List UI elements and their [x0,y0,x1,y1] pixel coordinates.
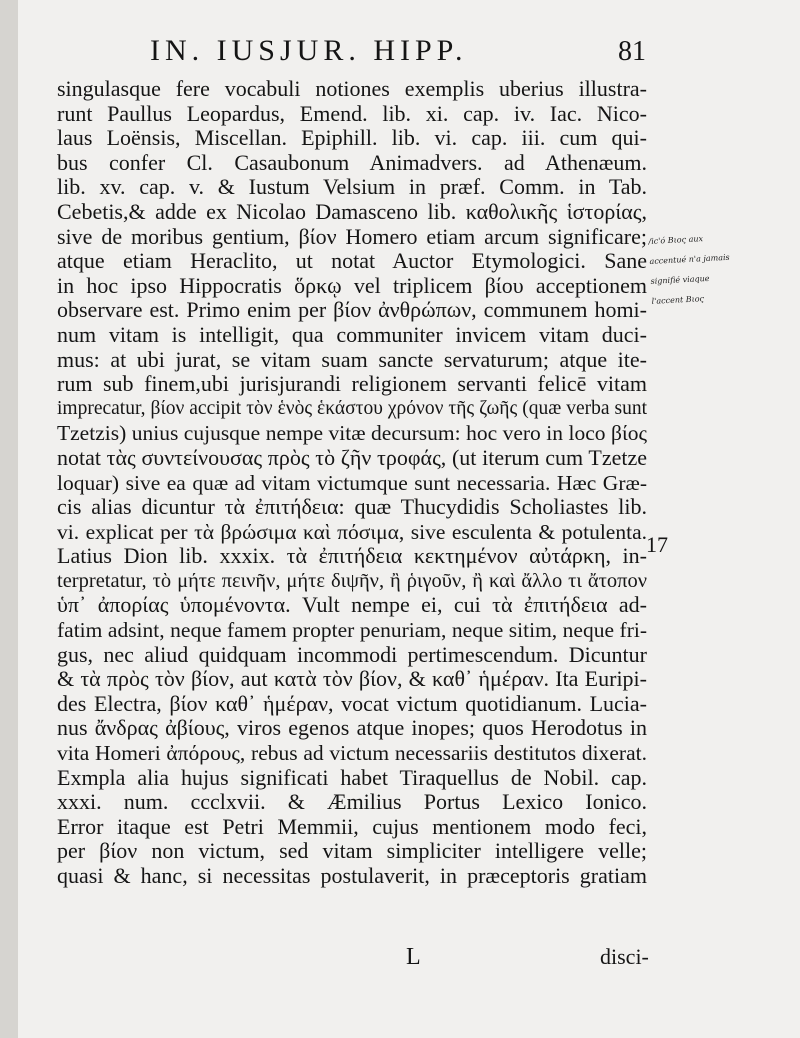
text-line: vi. explicat per τὰ βρώσιμα καὶ πόσιμα, sive esculenta & potulenta. [57,519,647,544]
text-line: Latius Dion lib. xxxix. τὰ ἐπιτήδεια κεκτημένον αὐτάρκη, in- [57,543,647,569]
text-line: Tzetzis) unius cujusque nempe vitæ decursum: hoc vero in loco βίος [57,421,647,446]
text-line: Exmpla alia hujus significati habet Tiraquellus de Nobil. cap. [57,764,647,790]
text-line: lib. xv. cap. v. & Iustum Velsium in præf. Comm. in Tab. [57,174,647,200]
text-line: sive de moribus gentium, βίον Homero etiam arcum significare; [57,223,647,249]
margin-note-line: /ic'ó Βιος aux [648,234,704,246]
text-line: fatim adsint, neque famem propter penuriam, neque sitim, neque fri- [57,618,647,643]
signature-mark: L [406,944,421,970]
text-line: Error itaque est Petri Memmii, cujus mentionem modo feci, [57,813,647,839]
text-line: mus: at ubi jurat, se vitam suam sancte servaturum; atque ite- [57,346,647,372]
text-line: per βίον non victum, sed vitam simpliciter intelligere velle; [57,838,647,864]
text-line: notat τὰς συντείνουσας πρὸς τὸ ζῆν τροφάς, (ut iterum cum Tzetze [57,444,647,470]
text-line: num vitam is intelligit, qua communiter invicem vitam duci- [57,321,647,347]
margin-note-line: signifié viaque [650,273,710,286]
text-line: Cebetis,& adde ex Nicolao Damasceno lib. καθολικῆς ἱστορίας, [57,198,647,224]
text-line: imprecatur, βίον accipit τὸν ἑνὸς ἑκάστου χρόνον τῆς ζωῆς (quæ verba sunt [57,397,647,419]
text-line: terpretatur, τὸ μήτε πεινῆν, μήτε διψῆν, ἢ ῥιγοῦν, ἢ καὶ ἄλλο τι ἄτοπον [57,569,647,592]
catchword: disci- [600,944,649,969]
text-line: des Electra, βίον καθ᾽ ἡμέραν, vocat victum quotidianum. Lucia- [57,690,647,716]
margin-line-number: 17 [646,532,668,557]
text-line: gus, nec aliud quidquam incommodi pertimescendum. Dicuntur [57,641,647,667]
text-line: rum sub finem,ubi jurisjurandi religionem servanti felicē vitam [57,371,647,397]
text-line: ὑπ᾽ ἀπορίας ὑπομένοντα. Vult nempe ei, cui τὰ ἐπιτήδεια ad- [57,592,647,618]
handwritten-margin-note [648,224,800,312]
text-line: in hoc ipso Hippocratis ὅρκῳ vel triplicem βίου acceptionem [57,272,647,298]
text-line: loquar) sive ea quæ ad vitam victumque sunt necessaria. Hæc Græ- [57,470,647,495]
running-head: IN. IUSJUR. HIPP. [150,34,468,67]
text-line: observare est. Primo enim per βίον ἀνθρώπων, communem homi- [57,297,647,323]
page-gutter [0,0,18,1038]
text-line: runt Paullus Leopardus, Emend. lib. xi. cap. iv. Iac. Nico- [57,100,647,126]
page-header [0,30,800,74]
text-line: vita Homeri ἀπόρους, rebus ad victum necessariis destitutos dixerat. [57,741,647,766]
margin-note-line: l'accent Βιος [651,294,705,306]
text-line: quasi & hanc, si necessitas postulaverit, in præceptoris gratiam [57,863,647,888]
text-line: nus ἄνδρας ἀβίους, viros egenos atque inopes; quos Herodotus in [57,715,647,741]
text-line: laus Loënsis, Miscellan. Epiphill. lib. vi. cap. iii. cum qui- [57,125,647,151]
text-line: xxxi. num. ccclxvii. & Æmilius Portus Lexico Ionico. [57,789,647,815]
page-number: 81 [618,36,646,67]
text-line: bus confer Cl. Casaubonum Animadvers. ad Athenæum. [57,149,647,175]
margin-note-line: accentué n'a jamais [649,252,730,266]
text-line: cis alias dicuntur τὰ ἐπιτήδεια: quæ Thucydidis Scholiastes lib. [57,494,647,520]
text-line: & τὰ πρὸς τὸν βίον, aut κατὰ τὸν βίον, & καθ᾽ ἡμέραν. Ita Euripi- [57,666,647,692]
body-text [57,77,647,889]
text-line: atque etiam Heraclito, ut notat Auctor Etymologici. Sane [57,248,647,274]
text-line: singulasque fere vocabuli notiones exemplis uberius illustra- [57,76,647,101]
